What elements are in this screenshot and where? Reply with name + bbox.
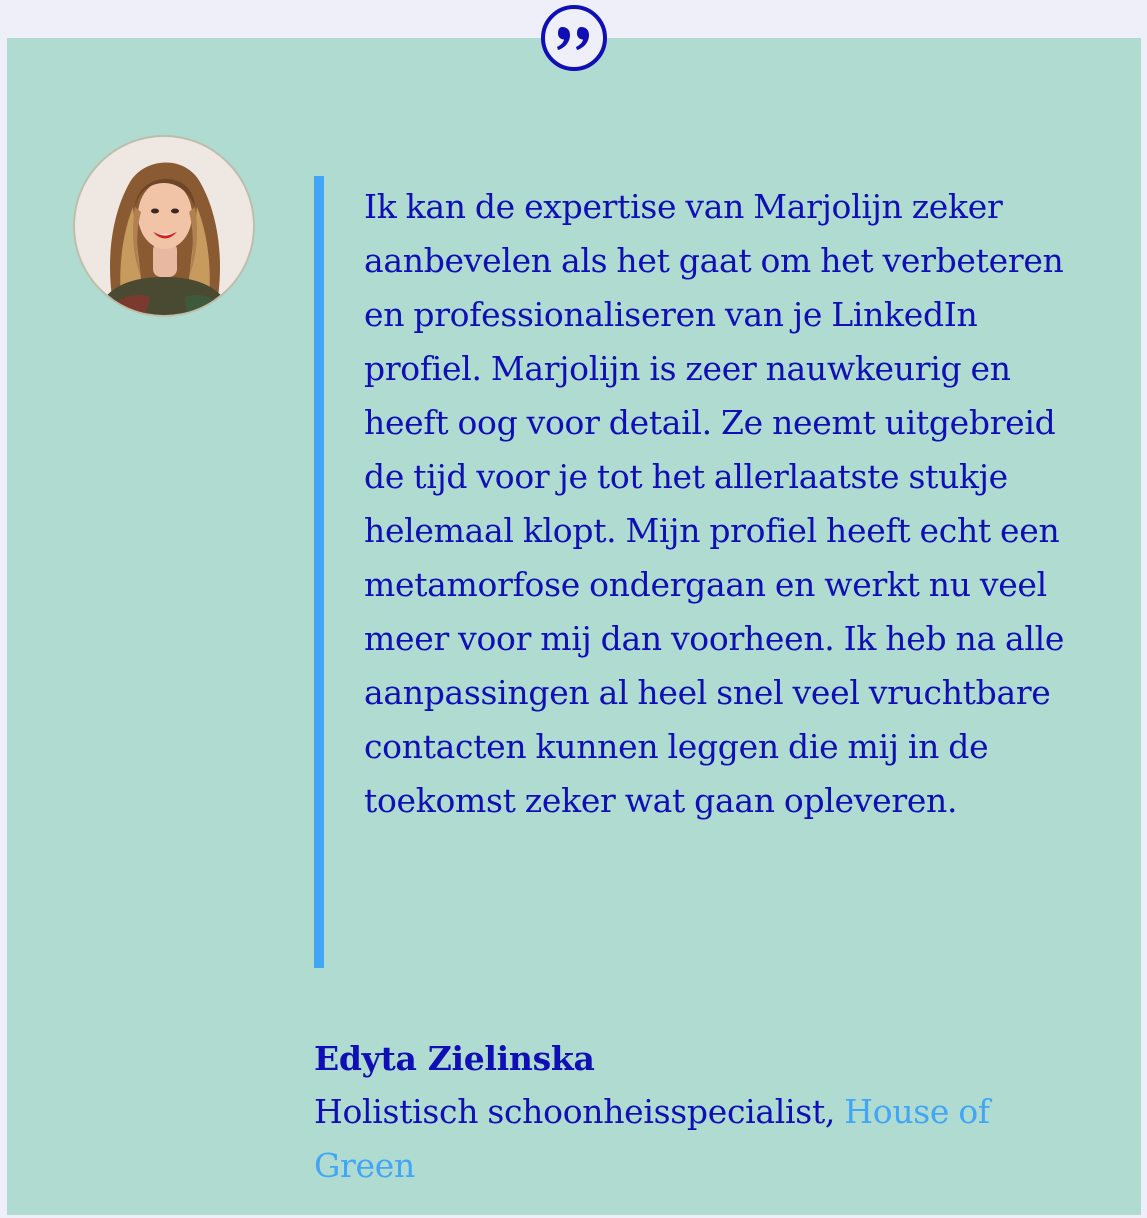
avatar-photo [75,137,253,315]
testimonial-quote-block [314,176,1104,968]
author-role: Holistisch schoonheisspecialist, [314,1092,845,1131]
author-name: Edyta Zielinska [314,1039,595,1078]
testimonial-card [7,38,1141,1215]
quote-icon [541,5,607,71]
avatar [75,137,253,315]
company-link[interactable]: House of Green [314,1092,990,1185]
testimonial-author [314,1033,1094,1193]
testimonial-quote-text: Ik kan de expertise van Marjolijn zeker aanbevelen als het gaat om het verbeteren en professionaliseren van je LinkedIn profiel. Marjolijn is zeer nauwkeurig en heeft oog voor detail. Ze neemt uitgebreid de tijd voor je tot het allerlaatste stukje helemaal klopt. Mijn profiel heeft echt een metamorfose ondergaan en werkt nu veel meer voor mij dan voorheen. Ik heb na alle aanpassingen al heel snel veel vruchtbare contacten kunnen leggen die mij in de toekomst zeker wat gaan opleveren. [364,187,1065,820]
author-role-line [314,1085,1094,1193]
